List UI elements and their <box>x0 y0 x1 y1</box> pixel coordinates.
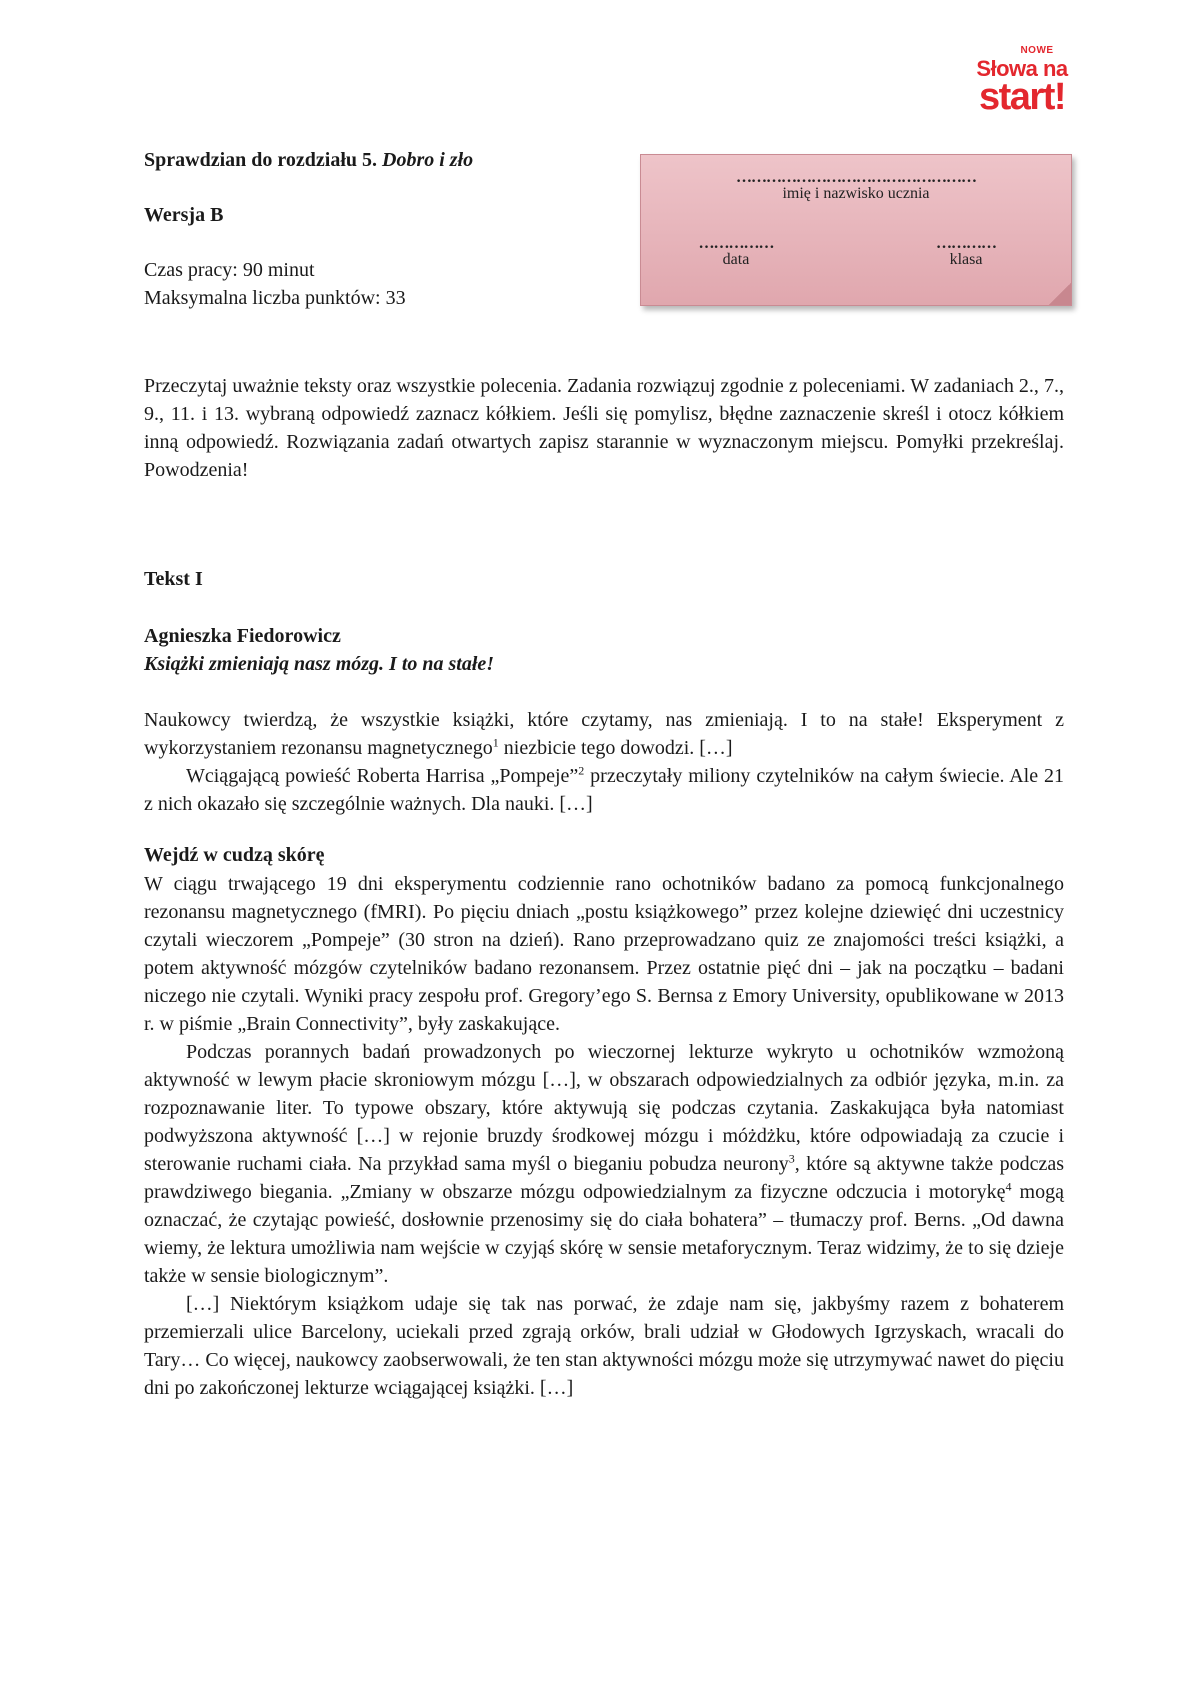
footnote-ref-3: 3 <box>788 1151 795 1166</box>
name-field[interactable]: ………………………………………… <box>736 169 976 186</box>
article-author: Agnieszka Fiedorowicz <box>144 625 341 647</box>
page-curl <box>1049 283 1071 305</box>
body-paragraph-2: Podczas porannych badań prowadzonych po wieczornej lekturze wykryto u ochotników wzmożoną aktywność w lewym płacie skroniowym mózgu […], w obszarach odpowiedzialnych za odbiór języka, m.in. za rozpoznawanie liter. To typowe obszary, które aktywują się podczas czytania. Zaskakująca była natomiast podwyższona aktywność […] w rejonie bruzdy środkowej mózgu i móżdżku, które odpowiadają za czucie i sterowanie ruchami ciała. Na przykład sama myśl o bieganiu pobudza neurony$^3$, które są aktywne także podczas prawdziwego biegania. „Zmiany w obszarze mózgu odpowiedzialnym za fizyczne odczucia i motorykę$^4$ mogą oznaczać, że czytając powieść, dosłownie przenosimy się do ciała bohatera” – tłumaczy prof. Berns. „Od dawna wiemy, że lektura umożliwia nam wejście w czyjąś skórę w sensie metaforycznym. Teraz widzimy, że to się dzieje także w sensie biologicznym”. <box>144 1041 1065 1287</box>
class-field[interactable]: ………… <box>936 235 996 252</box>
body-paragraph-1: W ciągu trwającego 19 dni eksperymentu codziennie rano ochotników badano za pomocą funkcjonalnego rezonansu magnetycznego (fMRI). Po pięciu dniach „postu książkowego” przez kolejne dziewięć dni uczestnicy czytali wieczorem „Pompeje” (30 stron na dzień). Rano przeprowadzano quiz ze znajomości treści książki, a potem aktywność mózgów czytelników badano rezonansem. Przez ostatnie pięć dni – jak na początku – badani niczego nie czytali. Wyniki pracy zespołu prof. Gregory’ego S. Bernsa z Emory University, opublikowane w 2013 r. w piśmie „Brain Connectivity”, były zaskakujące. <box>144 873 1064 1035</box>
test-title <box>144 146 473 174</box>
class-label: klasa <box>949 251 983 268</box>
student-info-box <box>640 154 1072 306</box>
footnote-ref-4: 4 <box>1005 1179 1012 1194</box>
intro-paragraph-1: Naukowcy twierdzą, że wszystkie książki, które czytamy, nas zmieniają. I to na stałe! Eksperyment z wykorzystaniem rezonansu magnetycznego$^1$ niezbicie tego dowodzi. […] <box>144 709 1064 759</box>
test-time: Czas pracy: 90 minut <box>144 259 315 281</box>
test-version: Wersja B <box>144 204 224 226</box>
article-body <box>144 870 1064 1402</box>
date-field[interactable]: …………… <box>698 235 774 252</box>
body-paragraph-3: […] Niektórym książkom udaje się tak nas porwać, że zdaje nam się, jakbyśmy razem z bohaterem przemierzali ulice Barcelony, uciekali przed zgrają orków, brali udział w Głodowych Igrzyskach, wracali do Tary… Co więcej, naukowcy zaobserwowali, że ten stan aktywności mózgu może się utrzymywać nawet do pięciu dni po zakończonej lekturze wciągającej książki. […] <box>144 1293 1064 1399</box>
logo-line-1: Słowa na <box>976 56 1068 81</box>
test-title-italic: Dobro i zło <box>382 149 474 171</box>
test-header <box>144 146 473 312</box>
logo-small-text: NOWE <box>1020 45 1054 56</box>
article-intro <box>144 706 1064 818</box>
section-title: Tekst I <box>144 568 203 590</box>
footnote-ref-1: 1 <box>492 735 499 750</box>
date-label: data <box>722 251 750 268</box>
test-title-plain: Sprawdzian do rozdziału 5. <box>144 149 382 171</box>
name-label: imię i nazwisko ucznia <box>782 185 930 202</box>
instructions: Przeczytaj uważnie teksty oraz wszystkie polecenia. Zadania rozwiązuj zgodnie z poleceniami. W zadaniach 2., 7., 9., 11. i 13. wybraną odpowiedź zaznacz kółkiem. Jeśli się pomylisz, błędne zaznaczenie skreśl i otocz kółkiem inną odpowiedź. Rozwiązania zadań otwartych zapisz starannie w wyznaczonym miejscu. Pomyłki przekreślaj. Powodzenia! <box>144 375 1064 481</box>
footnote-ref-2: 2 <box>578 763 585 778</box>
article-title: Książki zmieniają nasz mózg. I to na stałe! <box>144 653 495 675</box>
logo-line-2: start! <box>978 76 1066 118</box>
test-max-points: Maksymalna liczba punktów: 33 <box>144 287 406 309</box>
intro-paragraph-2: Wciągającą powieść Roberta Harrisa „Pompeje”$^2$ przeczytały miliony czytelników na całym świecie. Ale 21 z nich okazało się szczególnie ważnych. Dla nauki. […] <box>144 763 1064 815</box>
article-subheading: Wejdź w cudzą skórę <box>144 844 325 866</box>
publisher-logo <box>966 46 1078 116</box>
